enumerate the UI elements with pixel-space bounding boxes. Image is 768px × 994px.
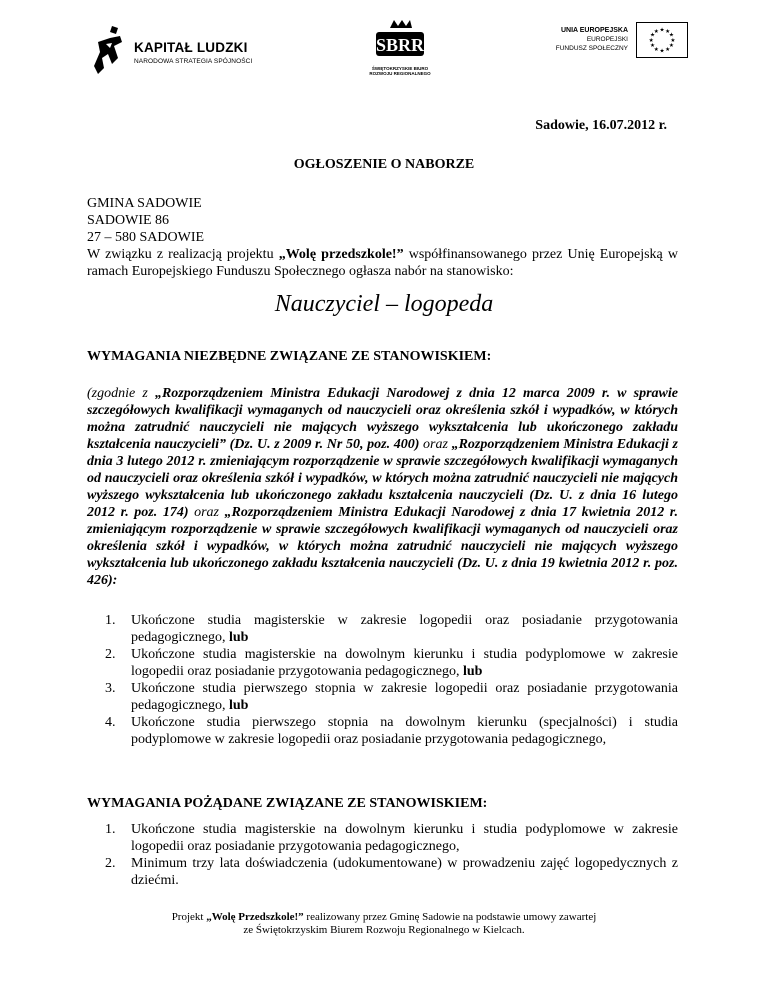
kapital-ludzki-subtitle: NARODOWA STRATEGIA SPÓJNOŚCI (134, 58, 253, 65)
list-item (105, 646, 678, 680)
eu-flag-icon (636, 22, 688, 58)
list-item-number: 3. (105, 681, 116, 696)
list-item-number: 2. (105, 856, 116, 871)
kapital-ludzki-logo (92, 24, 272, 80)
list-item-text: Ukończone studia pierwszego stopnia w zakresie logopedii oraz posiadanie przygotowania pedagogicznego, (131, 681, 678, 713)
eu-line1: UNIA EUROPEJSKA (560, 27, 628, 34)
svg-text:★: ★ (650, 43, 656, 50)
list-item-text: Minimum trzy lata doświadczenia (udokumentowane) w prowadzeniu zajęć logopedycznych z dziećmi. (131, 856, 678, 888)
sbrr-logo (360, 18, 440, 82)
legal-part-5: oraz (188, 505, 225, 520)
section-required-title: WYMAGANIA NIEZBĘDNE ZWIĄZANE ZE STANOWISKIEM: (87, 349, 492, 364)
list-item-number: 1. (105, 822, 116, 837)
list-item-text: Ukończone studia magisterskie na dowolnym kierunku i studia podyplomowe w zakresie logopedii oraz posiadanie przygotowania pedagogicznego, (131, 647, 678, 679)
svg-text:★: ★ (668, 43, 674, 50)
svg-text:★: ★ (653, 46, 659, 53)
intro-after: współfinansowanego przez Unię Europejską w ramach Europejskiego Funduszu Społecznego ogłasza nabór na stanowisko: (87, 247, 679, 279)
list-item-number: 4. (105, 715, 116, 730)
footer-line-2: ze Świętokrzyskim Biurem Rozwoju Regionalnego w Kielcach. (243, 924, 525, 936)
address-block (87, 195, 204, 246)
eu-text (556, 26, 628, 53)
intro-before: W związku z realizacją projektu (87, 247, 279, 262)
svg-text:★: ★ (650, 32, 656, 39)
header-logos (0, 16, 768, 86)
svg-text:★: ★ (648, 37, 654, 44)
svg-text:★: ★ (665, 46, 671, 53)
legal-part-1: (zgodnie z (87, 386, 155, 401)
eu-line3: FUNDUSZ SPOŁECZNY (555, 45, 628, 52)
sbrr-letters: SBRR (375, 35, 425, 55)
address-line-2: SADOWIE 86 (87, 213, 170, 228)
list-item (105, 821, 678, 855)
page-footer (0, 911, 768, 937)
svg-text:★: ★ (668, 32, 674, 39)
required-list (105, 612, 678, 748)
kapital-ludzki-title: KAPITAŁ LUDZKI (134, 40, 248, 55)
list-item-bold: lub (228, 630, 249, 645)
section-desired-title: WYMAGANIA POŻĄDANE ZWIĄZANE ZE STANOWISKIEM: (87, 796, 488, 811)
list-item-text: Ukończone studia magisterskie na dowolnym kierunku i studia podyplomowe w zakresie logopedii oraz posiadanie przygotowania pedagogicznego, (131, 822, 678, 854)
position-title: Nauczyciel – logopeda (274, 291, 494, 317)
svg-text:★: ★ (659, 48, 665, 55)
svg-text:★: ★ (659, 27, 665, 34)
list-item-text: Ukończone studia pierwszego stopnia na dowolnym kierunku (specjalności) i studia podyplomowe w zakresie logopedii oraz posiadanie przygotowania pedagogicznego, (131, 715, 678, 747)
list-item-bold: lub (463, 664, 483, 679)
list-item-number: 2. (105, 647, 116, 662)
document-heading: OGŁOSZENIE O NABORZE (293, 157, 475, 172)
footer-project-name: „Wolę Przedszkole!” (206, 911, 304, 923)
legal-regulation-3: „Rozporządzeniem Ministra Edukacji Narodowej z dnia 17 kwietnia 2012 r. zmieniającym rozporządzenie w sprawie szczegółowych kwalifikacji wymaganych od nauczycieli oraz określenia szkół i wypadków, w których można zatrudnić nauczycieli nie mających wyższego wykształcenia lub ukończonego zakładu kształcenia nauczycieli (Dz. U. z dnia 19 kwietnia 2012 r. poz. 426): (87, 505, 678, 588)
document-date: Sadowie, 16.07.2012 r. (535, 118, 667, 133)
eu-logo (548, 22, 688, 70)
eu-line2: EUROPEJSKI (586, 36, 628, 43)
list-item-bold: lub (228, 698, 249, 713)
legal-part-3: oraz (419, 437, 452, 452)
list-item (105, 855, 678, 889)
footer-before: Projekt (171, 911, 207, 923)
desired-list (105, 821, 678, 889)
intro-project-name: „Wolę przedszkole!” (278, 247, 404, 262)
legal-basis-paragraph (87, 385, 678, 589)
address-line-1: GMINA SADOWIE (87, 196, 202, 211)
list-item (105, 680, 678, 714)
address-line-3: 27 – 580 SADOWIE (87, 230, 205, 245)
list-item (105, 714, 678, 748)
svg-text:★: ★ (653, 28, 659, 35)
sbrr-line2: ROZWOJU REGIONALNEGO (369, 71, 431, 76)
svg-text:★: ★ (665, 28, 671, 35)
list-item-number: 1. (105, 613, 116, 628)
sbrr-emblem-icon (368, 18, 432, 66)
list-item (105, 612, 678, 646)
legal-regulation-2: „Rozporządzeniem Ministra Edukacji z dnia 3 lutego 2012 r. zmieniającym rozporządzenie w sprawie szczegółowych kwalifikacji wymaganych od nauczycieli oraz określenia szkół i wypadków, w których można zatrudnić nauczycieli nie mających wyższego wykształcenia lub ukończonego zakładu kształcenia nauczycieli (Dz. U. z dnia 16 lutego 2012 r. poz. 174) (87, 437, 678, 520)
list-item-text: Ukończone studia magisterskie w zakresie logopedii oraz posiadanie przygotowania pedagogicznego, (131, 613, 678, 645)
sbrr-line1: ŚWIĘTOKRZYSKIE BIURO (371, 66, 429, 71)
footer-after: realizowany przez Gminę Sadowie na podstawie umowy zawartej (303, 911, 597, 923)
intro-paragraph (87, 246, 678, 280)
legal-regulation-1: „Rozporządzeniem Ministra Edukacji Narodowej z dnia 12 marca 2009 r. w sprawie szczegółowych kwalifikacji wymaganych od nauczycieli oraz określenia szkół i wypadków, w których można zatrudnić nauczycieli nie mających wyższego wykształcenia lub ukończonego zakładu kształcenia nauczycieli” (Dz. U. z 2009 r. Nr 50, poz. 400) (87, 386, 678, 452)
svg-text:★: ★ (670, 37, 676, 44)
footer-line-1 (0, 911, 768, 924)
kapital-ludzki-mark-icon (92, 24, 126, 76)
